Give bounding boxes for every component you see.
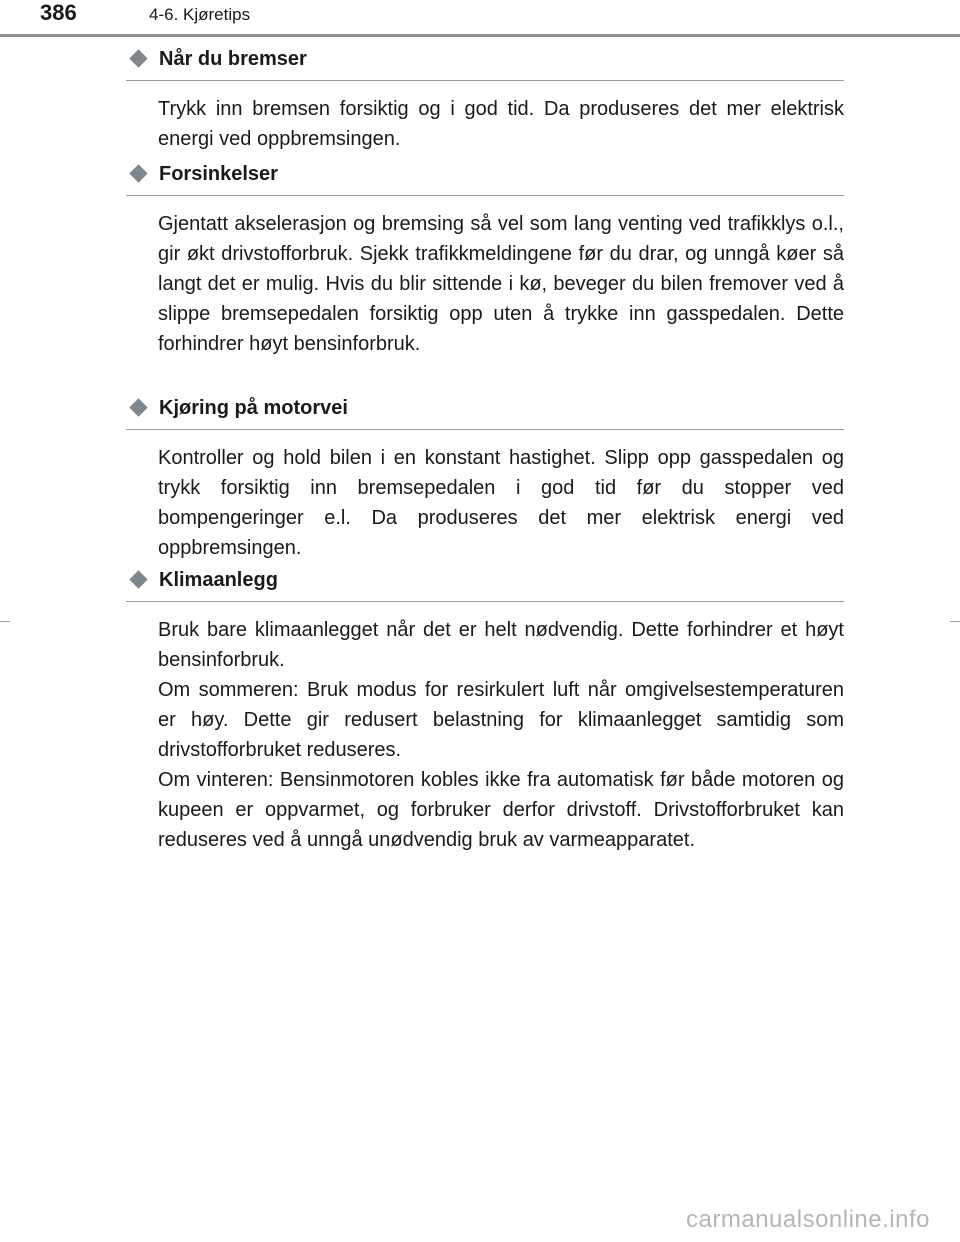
section-heading (126, 161, 844, 196)
body-paragraph: Bruk bare klimaanlegget når det er helt nødvendig. Dette forhindrer et høyt bensinforbruk. (158, 619, 844, 671)
page-number: 386 (40, 0, 77, 25)
section-delays (126, 161, 844, 359)
header-divider (0, 34, 960, 37)
section-title: Kjøring på motorvei (159, 397, 348, 419)
section-braking (126, 46, 844, 154)
page-header (0, 0, 960, 40)
diamond-bullet-icon (129, 164, 147, 182)
diamond-bullet-icon (129, 398, 147, 416)
body-paragraph: Trykk inn bremsen forsiktig og i god tid. Da produseres det mer elektrisk energi ved oppbremsingen. (158, 98, 844, 150)
section-highway (126, 395, 844, 563)
section-body (126, 81, 844, 154)
diamond-bullet-icon (129, 49, 147, 67)
section-title: Klimaanlegg (159, 569, 278, 591)
section-air-conditioning (126, 567, 844, 855)
watermark: carmanualsonline.info (686, 1206, 930, 1233)
crop-mark-right (950, 621, 960, 622)
section-body (126, 430, 844, 563)
body-paragraph: Kontroller og hold bilen i en konstant hastighet. Slipp opp gasspedalen og trykk forsiktig inn bremsepedalen i god tid før du stopper ved bompengeringer e.l. Da produseres det mer elektrisk energi ved oppbremsingen. (158, 447, 844, 559)
section-title: Forsinkelser (159, 163, 278, 185)
section-body (126, 602, 844, 855)
crop-mark-left (0, 621, 10, 622)
section-heading (126, 46, 844, 81)
section-heading (126, 567, 844, 602)
section-title: Når du bremser (159, 48, 307, 70)
diamond-bullet-icon (129, 570, 147, 588)
section-body (126, 196, 844, 359)
body-paragraph: Gjentatt akselerasjon og bremsing så vel som lang venting ved trafikklys o.l., gir økt drivstofforbruk. Sjekk trafikkmeldingene før du drar, og unngå køer så langt det er mulig. Hvis du blir sittende i kø, beveger du bilen fremover ved å slippe bremsepedalen forsiktig opp uten å trykke inn gasspedalen. Dette forhindrer høyt bensinforbruk. (158, 213, 844, 355)
body-paragraph: Om sommeren: Bruk modus for resirkulert luft når omgivelsestemperaturen er høy. Dette gir redusert belastning for klimaanlegget samtidig som drivstofforbruket reduseres. (158, 679, 844, 761)
chapter-title: 4-6. Kjøretips (149, 5, 251, 24)
body-paragraph: Om vinteren: Bensinmotoren kobles ikke fra automatisk før både motoren og kupeen er oppvarmet, og forbruker derfor drivstoff. Drivstofforbruket kan reduseres ved å unngå unødvendig bruk av varmeapparatet. (158, 769, 844, 851)
section-heading (126, 395, 844, 430)
